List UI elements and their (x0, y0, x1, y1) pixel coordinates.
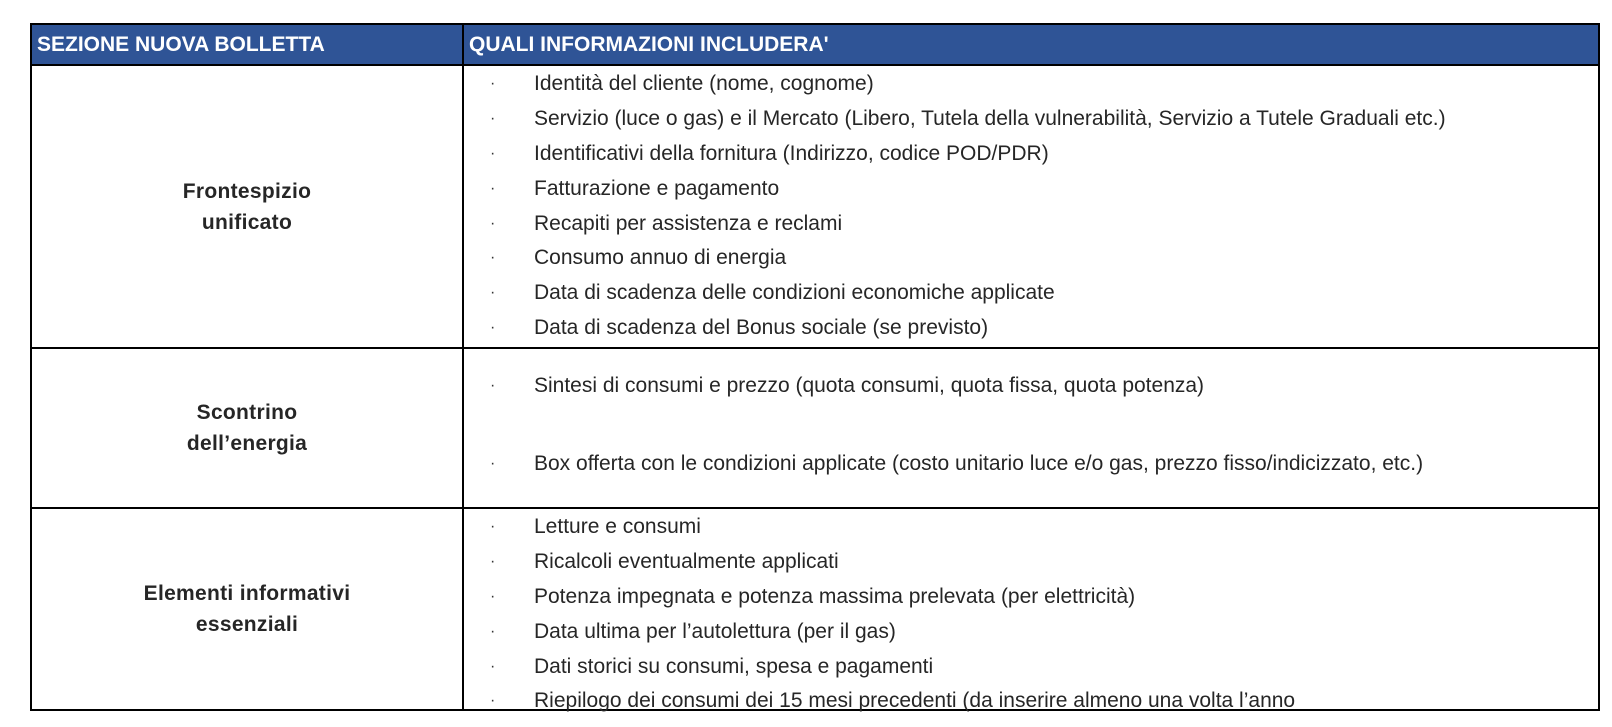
section-name: Scontrino dell’energia (186, 401, 308, 455)
item-text: Box offerta con le condizioni applicate (costo unitario luce e/o gas, prezzo fisso/indicizzato, etc.) (534, 452, 1424, 476)
bullet-icon: · (490, 318, 496, 336)
item-text: Potenza impegnata e potenza massima prelevata (per elettricità) (534, 584, 1136, 608)
bullet-icon: · (490, 249, 496, 267)
info-list (464, 509, 1598, 719)
item-text: Identità del cliente (nome, cognome) (534, 72, 874, 96)
header-info-column: QUALI INFORMAZIONI INCLUDERA' (469, 33, 829, 56)
item-text: Identificativi della fornitura (Indirizzo, codice POD/PDR) (534, 141, 1049, 165)
list-item (464, 241, 1598, 276)
bolletta-info-table (30, 23, 1600, 711)
list-item (464, 614, 1598, 649)
list-item (464, 510, 1598, 545)
list-item (464, 102, 1598, 137)
item-text: Recapiti per assistenza e reclami (534, 211, 843, 235)
section-name: Elementi informativi essenziali (143, 582, 351, 636)
section-name: Frontespizio unificato (182, 179, 312, 234)
item-text: Data di scadenza delle condizioni economiche applicate (534, 281, 1055, 305)
item-text: Sintesi di consumi e prezzo (quota consumi, quota fissa, quota potenza) (534, 374, 1205, 398)
bullet-icon: · (490, 179, 496, 197)
bullet-icon: · (490, 553, 496, 571)
item-text: Data di scadenza del Bonus sociale (se previsto) (534, 315, 989, 339)
table-row-elementi (32, 509, 1598, 713)
item-text: Letture e consumi (534, 515, 701, 539)
table-row-scontrino (32, 349, 1598, 509)
item-text: Ricalcoli eventualmente applicati (534, 550, 839, 574)
items-cell (464, 509, 1598, 713)
bullet-icon: · (490, 110, 496, 128)
bullet-icon: · (490, 455, 496, 473)
bullet-icon: · (490, 692, 496, 710)
item-text: Riepilogo dei consumi dei 15 mesi precedenti (da inserire almeno una volta l’anno (534, 689, 1296, 713)
info-list (464, 66, 1598, 345)
list-item (464, 447, 1423, 482)
list-item (464, 311, 1598, 346)
list-item (464, 137, 1598, 172)
list-item (464, 369, 1204, 404)
item-text: Fatturazione e pagamento (534, 176, 780, 200)
item-text: Servizio (luce o gas) e il Mercato (Libero, Tutela della vulnerabilità, Servizio a Tutele Graduali etc.) (534, 107, 1446, 131)
item-text: Consumo annuo di energia (534, 246, 787, 270)
list-item (464, 580, 1598, 615)
list-item (464, 545, 1598, 580)
item-text: Dati storici su consumi, spesa e pagamenti (534, 654, 934, 678)
list-item (464, 206, 1598, 241)
bullet-icon: · (490, 622, 496, 640)
table-row-frontespizio (32, 66, 1598, 349)
bullet-icon: · (490, 657, 496, 675)
list-item (464, 684, 1598, 719)
list-item (464, 649, 1598, 684)
item-text: Data ultima per l’autolettura (per il gas) (534, 619, 896, 643)
bullet-icon: · (490, 144, 496, 162)
list-item (464, 171, 1598, 206)
bullet-icon: · (490, 284, 496, 302)
header-section-column: SEZIONE NUOVA BOLLETTA (32, 25, 464, 64)
section-cell (32, 66, 464, 347)
list-item (464, 276, 1598, 311)
table-header-row (32, 25, 1598, 66)
bullet-icon: · (490, 587, 496, 605)
bullet-icon: · (490, 75, 496, 93)
items-cell (464, 349, 1598, 507)
items-cell (464, 66, 1598, 347)
list-item (464, 67, 1598, 102)
bullet-icon: · (490, 518, 496, 536)
section-cell (32, 349, 464, 507)
bullet-icon: · (490, 377, 496, 395)
section-cell (32, 509, 464, 709)
bullet-icon: · (490, 214, 496, 232)
